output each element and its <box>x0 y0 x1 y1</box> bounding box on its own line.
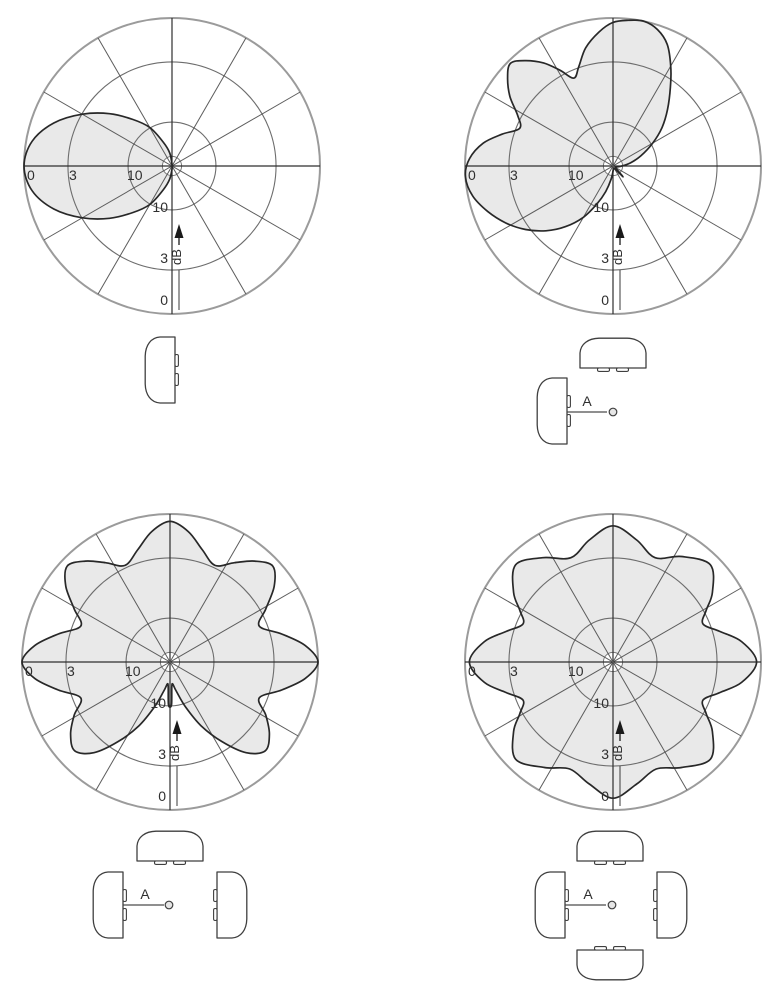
speaker-box-right <box>537 378 570 444</box>
db-unit-label: dB <box>169 249 184 265</box>
speaker-box-left <box>654 872 687 938</box>
speaker-box-left <box>214 872 247 938</box>
center-point-marker <box>165 901 173 909</box>
driver-bump-icon <box>617 368 629 371</box>
tick-label-left-10: 10 <box>568 167 584 183</box>
speaker-cabinet-outline <box>657 872 687 938</box>
driver-bump-icon <box>175 355 178 367</box>
speaker-diagram-3 <box>93 831 247 938</box>
db-unit-label: dB <box>167 745 182 761</box>
polar-plot-3 <box>22 514 318 810</box>
polar-plot-2 <box>465 18 761 314</box>
driver-bump-icon <box>654 909 657 921</box>
speaker-box-right <box>535 872 568 938</box>
db-axis-arrow <box>610 224 625 310</box>
driver-bump-icon <box>565 890 568 902</box>
driver-bump-icon <box>595 861 607 864</box>
speaker-cabinet-outline <box>577 950 643 980</box>
tick-label-down-0: 0 <box>601 292 609 308</box>
tick-label-left-0: 0 <box>25 663 33 679</box>
speaker-cabinet-outline <box>93 872 123 938</box>
arrow-up-icon <box>173 720 182 734</box>
tick-label-left-10: 10 <box>568 663 584 679</box>
speaker-diagram-2 <box>537 338 646 444</box>
tick-label-down-3: 3 <box>601 746 609 762</box>
distance-label: A <box>140 886 150 902</box>
polar-plot-1 <box>24 18 320 314</box>
speaker-box-right <box>93 872 126 938</box>
polar-plot-4 <box>465 514 761 810</box>
tick-label-down-10: 10 <box>150 695 166 711</box>
polar-grid <box>465 18 761 314</box>
driver-bump-icon <box>614 861 626 864</box>
driver-bump-icon <box>654 890 657 902</box>
tick-label-down-3: 3 <box>158 746 166 762</box>
tick-label-down-0: 0 <box>158 788 166 804</box>
center-point-marker <box>608 901 616 909</box>
tick-label-down-3: 3 <box>601 250 609 266</box>
db-unit-label: dB <box>610 249 625 265</box>
center-point-marker <box>609 408 617 416</box>
driver-bump-icon <box>174 861 186 864</box>
speaker-cabinet-outline <box>537 378 567 444</box>
tick-label-left-0: 0 <box>468 663 476 679</box>
driver-bump-icon <box>567 396 570 408</box>
driver-bump-icon <box>595 947 607 950</box>
driver-bump-icon <box>175 374 178 386</box>
driver-bump-icon <box>123 890 126 902</box>
tick-label-down-3: 3 <box>160 250 168 266</box>
db-axis-arrow <box>167 720 182 806</box>
polar-grid <box>22 514 318 810</box>
speaker-box-right <box>145 337 178 403</box>
driver-bump-icon <box>567 415 570 427</box>
tick-label-left-0: 0 <box>27 167 35 183</box>
driver-bump-icon <box>123 909 126 921</box>
speaker-box-down <box>137 831 203 864</box>
arrow-up-icon <box>175 224 184 238</box>
distance-label: A <box>583 886 593 902</box>
speaker-cabinet-outline <box>535 872 565 938</box>
driver-bump-icon <box>214 890 217 902</box>
tick-label-left-0: 0 <box>468 167 476 183</box>
tick-label-left-3: 3 <box>510 167 518 183</box>
arrow-up-icon <box>616 224 625 238</box>
tick-label-down-10: 10 <box>593 199 609 215</box>
speaker-cabinet-outline <box>217 872 247 938</box>
speaker-box-down <box>580 338 646 371</box>
tick-label-down-10: 10 <box>593 695 609 711</box>
speaker-cabinet-outline <box>580 338 646 368</box>
speaker-diagram-1 <box>145 337 178 403</box>
pattern-fill <box>465 20 671 231</box>
tick-label-down-0: 0 <box>160 292 168 308</box>
speaker-cabinet-outline <box>577 831 643 861</box>
speaker-cabinet-outline <box>137 831 203 861</box>
driver-bump-icon <box>214 909 217 921</box>
speaker-cabinet-outline <box>145 337 175 403</box>
tick-label-left-3: 3 <box>67 663 75 679</box>
tick-label-down-10: 10 <box>152 199 168 215</box>
tick-label-left-3: 3 <box>510 663 518 679</box>
speaker-box-up <box>577 947 643 980</box>
db-axis-arrow <box>169 224 184 310</box>
driver-bump-icon <box>614 947 626 950</box>
tick-label-down-0: 0 <box>601 788 609 804</box>
driver-bump-icon <box>565 909 568 921</box>
tick-label-left-10: 10 <box>125 663 141 679</box>
db-unit-label: dB <box>610 745 625 761</box>
tick-label-left-3: 3 <box>69 167 77 183</box>
driver-bump-icon <box>155 861 167 864</box>
polar-grid <box>465 514 761 810</box>
distance-label: A <box>582 393 592 409</box>
driver-bump-icon <box>598 368 610 371</box>
speaker-diagram-4 <box>535 831 687 980</box>
speaker-box-down <box>577 831 643 864</box>
tick-label-left-10: 10 <box>127 167 143 183</box>
